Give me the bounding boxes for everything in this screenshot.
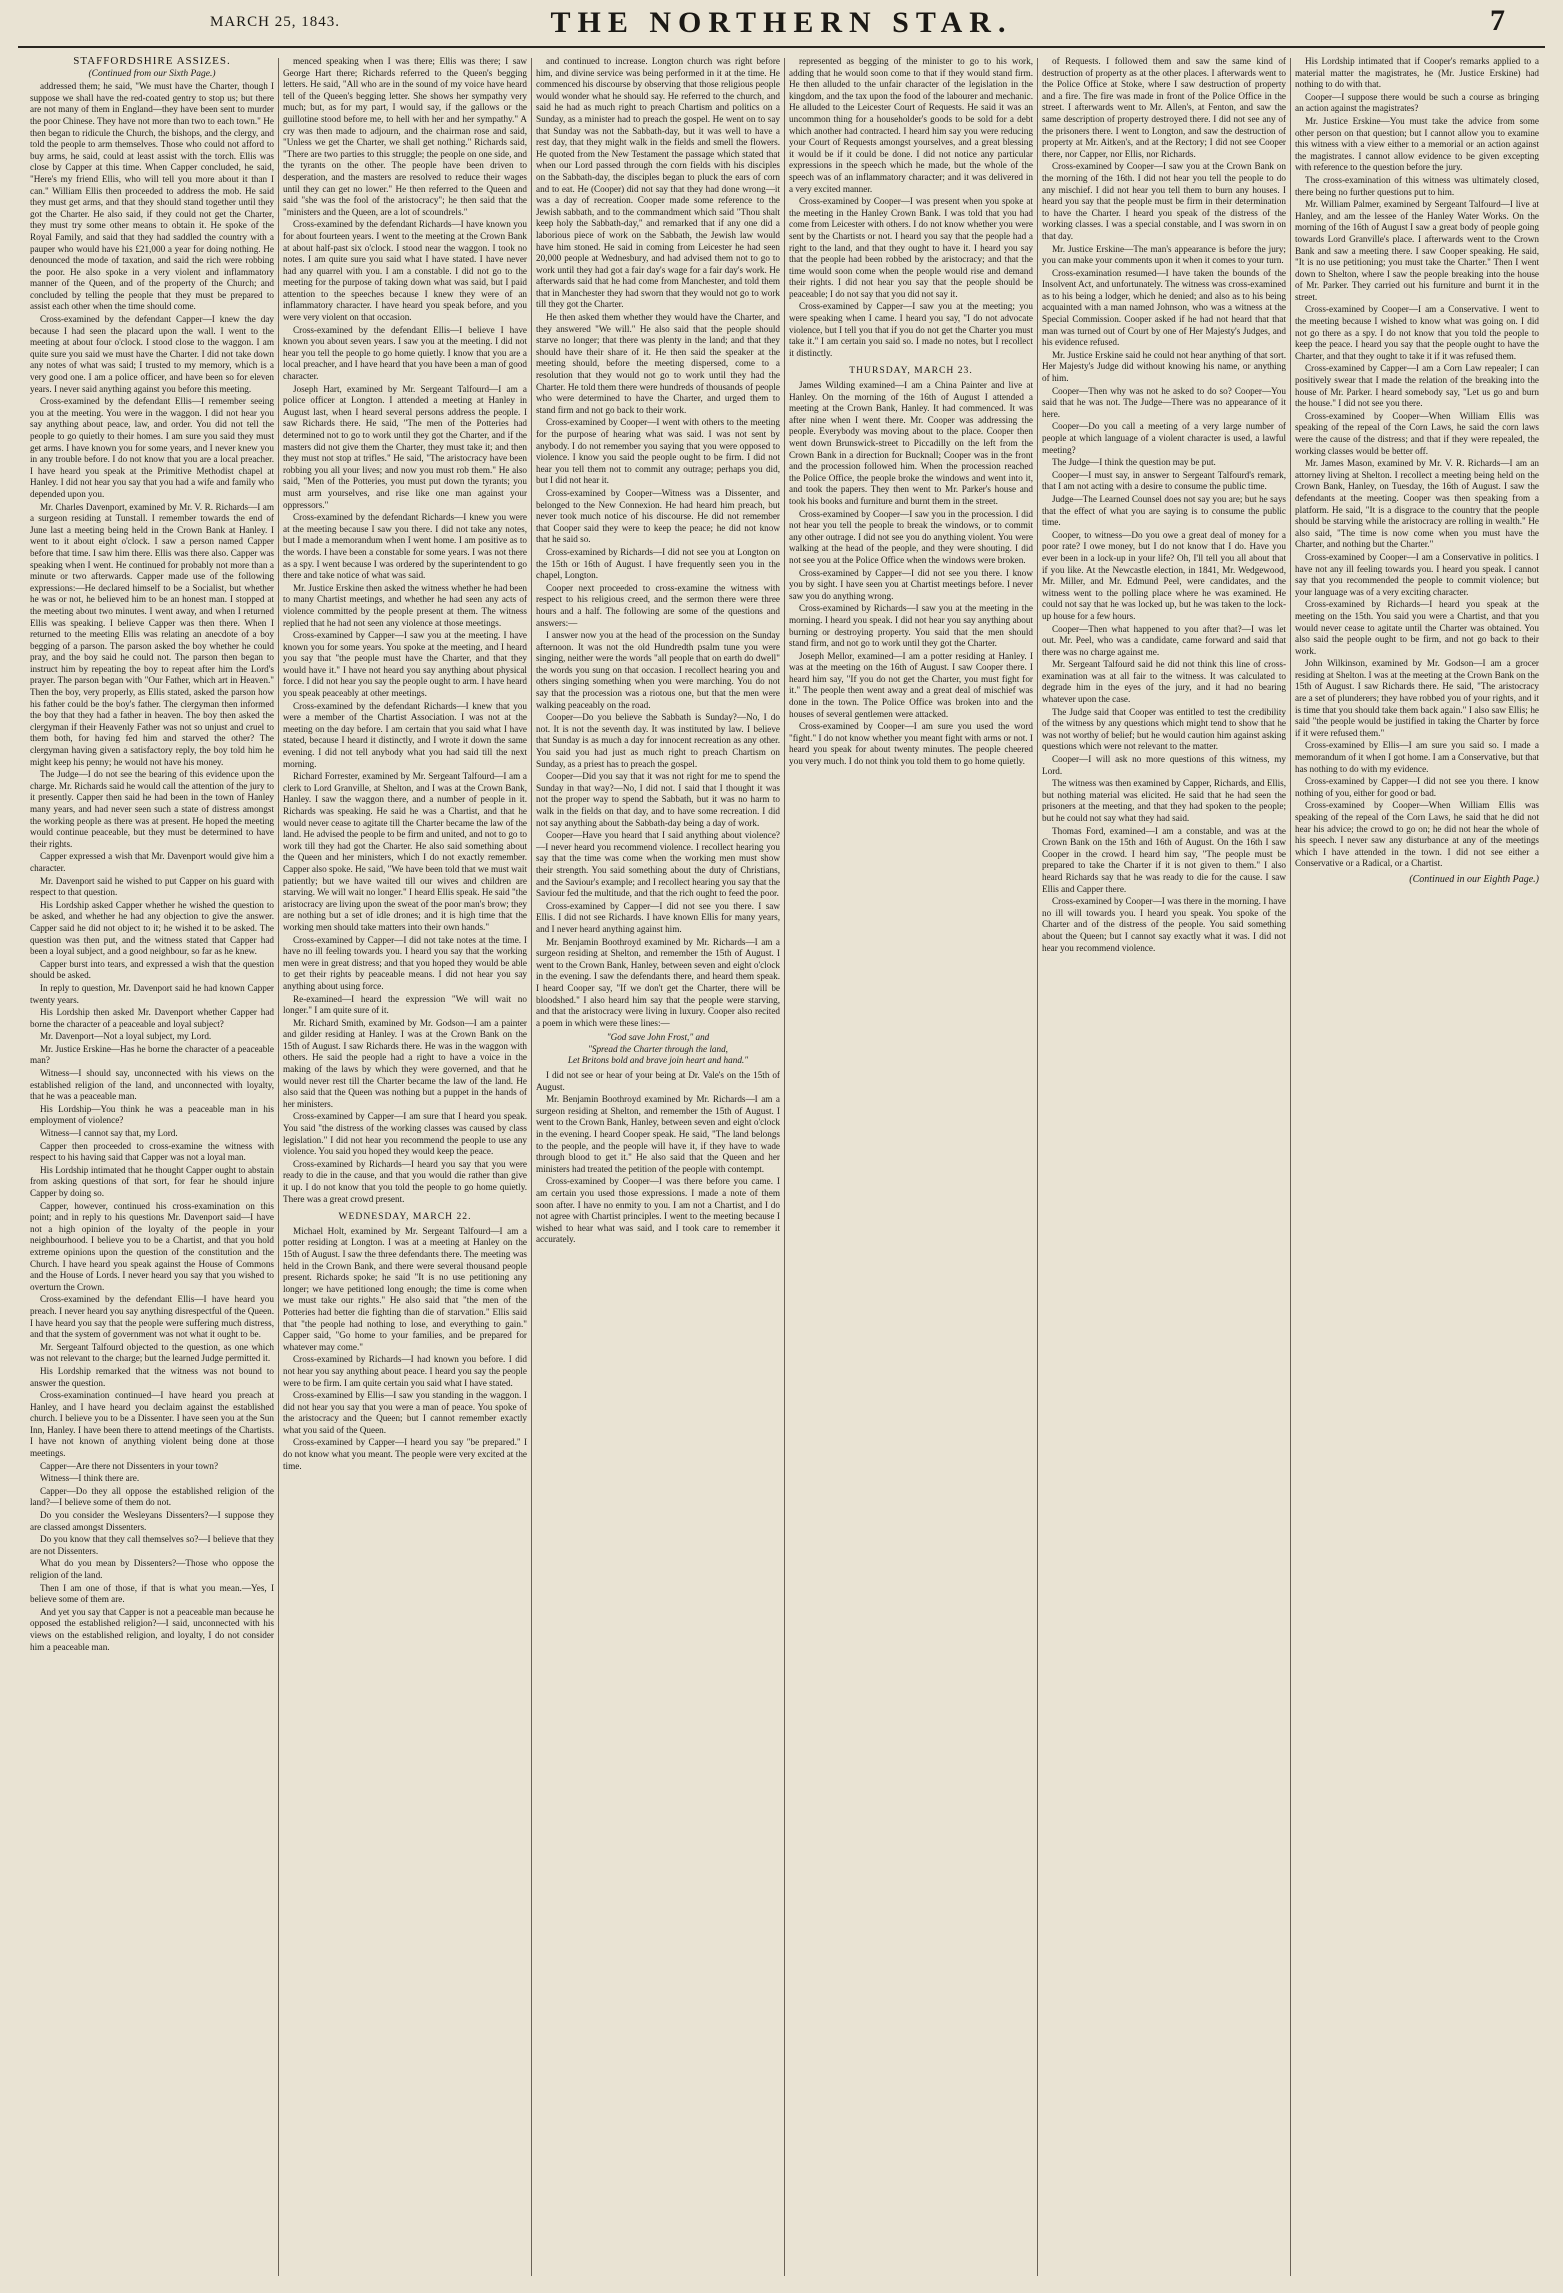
paragraph: addressed them; he said, "We must have the Charter, though I suppose we shall have the red-coated gentry to stop us; but there are not many of them in England—they have been sent to murder the poor Chinese. They have not more than two to each town." He then began to ridicule the Church, the bishops, and the clergy, and told the people to arm themselves. Those who could not afford to buy arms, he said, could at least assist with the torch. Ellis was close by Capper at this time. When Capper concluded, he said, "Here's my friend Ellis, who will tell you more about it than I can." William Ellis then proceeded to address the mob. He said they must get arms, and that they should stand together until they got the Charter. He also said, if they could not get the Charter, they must try some other means to obtain it. He spoke of the Royal Family, and said that they had saddled the country with a pauper who would have his £21,000 a year for doing nothing. He denounced the mode of taxation, and said the rich were robbing the poor. He also spoke in a very violent and inflammatory manner of the Queen, and of the property of the Church; and concluded by telling the people that they must be prepared to assist each other when the time should come. <box>30 81 274 312</box>
paragraph: In reply to question, Mr. Davenport said he had known Capper twenty years. <box>30 982 274 1005</box>
paragraph: Cross-examined by Richards—I saw you at the meeting in the morning. I heard you speak. I did not hear you say anything about burning or destroying property. You said that the men should stand firm, and not go to work until they got the Charter. <box>789 603 1033 649</box>
paragraph: Michael Holt, examined by Mr. Sergeant Talfourd—I am a potter residing at Longton. I was at a meeting at Hanley on the 15th of August. I saw the three defendants there. The meeting was held in the Crown Bank, and there were several thousand people present. Richards spoke; he said "It is no use petitioning any longer; we have petitioned long enough; the time is come when we must take our rights." He also said that "the men of the Potteries had better die fighting than die of starvation." Ellis said that "the people had nothing to lose, and everything to gain." Capper said, "Go home to your families, and be prepared for whatever may come." <box>283 1225 527 1352</box>
paragraph: Joseph Hart, examined by Mr. Sergeant Talfourd—I am a police officer at Longton. I attended a meeting at Hanley in August last, when I heard several persons address the people. I saw Richards there. He said, "The men of the Potteries had determined not to go to work until they got the Charter, and if the masters did not give them the Charter, they must take it; and then they must not stop at trifles." He said, "The aristocracy have been robbing you all your lives; and now you must rob them." He also said, "Men of the Potteries, you must put down the tyrants; you must arm yourselves, and rise like one man against your oppressors." <box>283 383 527 510</box>
continued-note: (Continued in our Eighth Page.) <box>1409 873 1539 885</box>
paragraph: Cooper—Have you heard that I said anything about violence?—I never heard you recommend violence. I recollect hearing you say that the time was come when the working men must show their strength. You said something about the duty of Christians, and the Saviour's example; and I recollect hearing you say that the Saviour fed the multitude, and that the rich ought to feed the poor. <box>536 830 780 899</box>
paragraph: Mr. Benjamin Boothroyd examined by Mr. Richards—I am a surgeon residing at Shelton, and remember the 15th of August. I went to the Crown Bank, Hanley, between seven and eight o'clock in the evening. I saw the defendants there, and heard them speak. I heard Cooper say, "If we don't get the Charter, there will be bloodshed." I also heard him say that the people were starving, and that the aristocracy were living in luxury. Cooper also recited a poem in which were these lines:— <box>536 936 780 1028</box>
paragraph: Cross-examined by Capper—I saw you at the meeting; you were speaking when I came. I heard you say, "I do not advocate violence, but I tell you that if you do not get the Charter you must take it." I am certain you said so. I made no notes, but I recollect it distinctly. <box>789 301 1033 358</box>
paragraph: James Wilding examined—I am a China Painter and live at Hanley. On the morning of the 16th of August I attended a meeting at the Crown Bank, Hanley. It had commenced. It was after nine when I went there. Mr. Cooper was addressing the people. Everybody was moving about to the place. Cooper then went down Brunswick-street to Piccadilly on the left from the Crown Bank in a direction for Bucknall; Cooper was in the front and the procession followed him. When the procession reached the Police Office, the people broke the windows and went into it, and took the papers. They then went to Mr. Parker's house and took his books and furniture and burnt them in the street. <box>789 380 1033 506</box>
paragraph: Cross-examined by Capper—I saw you at the meeting. I have known you for some years. You spoke at the meeting, and I heard you say that "the people must have the Charter, and that they would have it." I have not heard you say anything about physical force. I did not hear you say the people ought to arm. I have heard you speak peaceably at other meetings. <box>283 630 527 699</box>
paragraph: Capper—Do they all oppose the established religion of the land?—I believe some of them do not. <box>30 1485 274 1508</box>
paragraph: Capper then proceeded to cross-examine the witness with respect to his having said that Capper was not a loyal man. <box>30 1140 274 1163</box>
paragraph: Cross-examined by Cooper—I went with others to the meeting for the purpose of hearing what was said. I was not sent by anybody. I do not remember you saying that you were opposed to violence. I know you said the people ought to be firm. I did not hear you tell them not to commit any outrage; perhaps you did, but I did not hear it. <box>536 417 780 486</box>
masthead-rule <box>18 46 1545 48</box>
paragraph: menced speaking when I was there; Ellis was there; I saw George Hart there; Richards referred to the Queen's begging letters. He said, "All who are in the sound of my voice have heard tell of the Queen's begging letter. She shows her sympathy very much; but, as for my part, I would say, if the gallows or the guillotine stood before me, to hell with her and her sympathy." A cry was then made to adjourn, and the chairman rose and said, "Unless we get the Charter, we shall get nothing." Richards said, "There are two parties to this struggle; the people on one side, and the tyrants on the other. The people have been driven to desperation, and the masters are resolved to reduce their wages until they can get no lower." He then referred to the Queen and said "she was the fool of the aristocracy"; he then said that the "ministers and the Queen, are a lot of scoundrels." <box>283 56 527 217</box>
paragraph: Thomas Ford, examined—I am a constable, and was at the Crown Bank on the 15th and 16th of August. On the 16th I saw Cooper in the crowd. I heard him say, "The people must be prepared to take the Charter if it is not given to them." I also heard Richards say that he was ready to die for the cause. I saw Ellis and Capper there. <box>1042 825 1286 894</box>
paragraph: And yet you say that Capper is not a peaceable man because he opposed the established religion?—I said, unconnected with his views on the established religion, and loyalty, I do not consider him a peaceable man. <box>30 1606 274 1652</box>
paragraph: Re-examined—I heard the expression "We will wait no longer." I am quite sure of it. <box>283 993 527 1016</box>
column-4 <box>789 56 1033 2281</box>
paragraph: and continued to increase. Longton church was right before him, and divine service was being performed in it at the time. He commenced his discourse by observing that those religious people would wonder what he should say. He referred to the church, and said he had as much right to preach Chartism and politics on a Sunday, as a minister had to preach the gospel. He went on to say that Sunday was not the Sabbath-day, but it was well to have a rest day, that they might walk in the fields and smell the flowers. He quoted from the New Testament the passage which stated that when our Lord passed through the corn fields with his disciples on the Sabbath-day, the disciples began to pluck the ears of corn and to eat. He (Cooper) did not say that they had done wrong—it was a day of recreation. Cooper made some reference to the Jewish sabbath, and to the commandment which said "Thou shalt keep holy the Sabbath-day," and remarked that if any one did a laborious piece of work on the Sabbath, the Jewish law would have him stoned. He said in coming from Leicester he had seen 20,000 people at Wednesbury, and had advised them not to go to work until they had got a fair day's wage for a fair day's work. He afterwards said that he had come from Manchester, and told them that in Manchester they had sworn that they would not go to work till they got the Charter. <box>536 56 780 310</box>
paragraph: Cross-examined by Cooper—I am a Conservative in politics. I have not any ill feeling towards you. I heard you speak. I cannot say that you recommended the people to commit violence; but your language was of a very exciting character. <box>1295 551 1539 597</box>
section-heading: THURSDAY, MARCH 23. <box>849 365 973 377</box>
page-number: 7 <box>1490 4 1505 37</box>
column-divider <box>1290 58 1291 2276</box>
masthead-date: MARCH 25, 1843. <box>210 14 341 30</box>
paragraph: Witness—I cannot say that, my Lord. <box>40 1128 178 1139</box>
verse-quote: "God save John Frost," and "Spread the Charter through the land, Let Britons bold and brave join heart and hand." <box>567 1032 749 1066</box>
paragraph: His Lordship intimated that if Cooper's remarks applied to a material matter the magistrates, he (Mr. Justice Erskine) had nothing to do with that. <box>1295 56 1539 90</box>
paragraph: Cross-examined by Cooper—I saw you at the Crown Bank on the morning of the 16th. I did not hear you tell the people to do any mischief. I did not hear you tell them to burn any houses. I heard you say that the people must be firm in their determination to have the Charter. I heard you speak of the distress of the working classes. I was a special constable, and I was sworn in on that day. <box>1042 161 1286 241</box>
paragraph: Witness—I should say, unconnected with his views on the established religion of the land, and unconnected with loyalty, that he was a peaceable man. <box>30 1068 274 1102</box>
paragraph: Cross-examined by Cooper—I am sure you used the word "fight." I do not know whether you meant fight with arms or not. I heard you speak for about twenty minutes. The people cheered you very much. I do not think you told them to go home quietly. <box>789 721 1033 767</box>
masthead <box>0 0 1563 52</box>
column-divider <box>784 58 785 2276</box>
paragraph: Richard Forrester, examined by Mr. Sergeant Talfourd—I am a clerk to Lord Granville, at Shelton, and I was at the Crown Bank, Hanley. I saw the waggon there, and a number of people in it. Richards was speaking. He said he was a Chartist, and that he would never cease to agitate till the Charter became the law of the land. He advised the people to be firm and united, and not to go to work till they had got the Charter. He also said something about the Queen and her ministers, which I do not exactly remember. Capper also spoke. He said, "We have been told that we must wait patiently; but we have waited till our wives and children are starving. We will wait no longer." I heard Ellis speak. He said "the aristocracy are living upon the sweat of the poor man's brow; they are nothing but a set of idle drones; and it is high time that the working men should take matters into their own hands." <box>283 771 527 932</box>
paragraph: Mr. Davenport—Not a loyal subject, my Lord. <box>40 1031 212 1042</box>
paragraph: Cross-examined by Richards—I had known you before. I did not hear you say anything about peace. I heard you say the people were to be firm. I am quite certain you said what I have stated. <box>283 1354 527 1388</box>
paragraph: Cross-examined by Ellis—I am sure you said so. I made a memorandum of it when I got home. I am a Conservative, but that has nothing to do with my evidence. <box>1295 740 1539 774</box>
paragraph: Cross-examined by the defendant Capper—I knew the day because I had seen the placard upon the wall. I went to the meeting at about four o'clock. I stood close to the waggon. I am quite sure you said we must have the Charter. I did not take down any notes of what was said; I trusted to my memory, which is a very good one. I am a police officer, and have been so for eleven years. I never said anything against you before this meeting. <box>30 314 274 394</box>
paragraph: Capper expressed a wish that Mr. Davenport would give him a character. <box>30 851 274 873</box>
paragraph: Cross-examined by Capper—I heard you say "be prepared." I do not know what you meant. The people were very excited at the time. <box>283 1437 527 1471</box>
paragraph: Cooper, to witness—Do you owe a great deal of money for a poor rate? I owe money, but I do not know that I do. Have you ever been in a lock-up in your life? Oh, I'll tell you all about that if you like. At the Newcastle election, in 1841, Mr. Wedgewood, Mr. Miller, and Mr. Edmund Peel, were candidates, and the witness went to the polling place where he was examined. He could not say that he was locked up, but he was taken to the lock-up house for a few hours. <box>1042 529 1286 621</box>
paragraph: Cooper—Then why was not he asked to do so? Cooper—You said that he was not. The Judge—There was no appearance of it here. <box>1042 385 1286 419</box>
column-6 <box>1295 56 1539 2281</box>
paragraph: Do you consider the Wesleyans Dissenters?—I suppose they are classed amongst Dissenters. <box>30 1510 274 1532</box>
column-1 <box>30 56 274 2281</box>
paragraph: represented as begging of the minister to go to his work, adding that he would soon come to that if they would stand firm. He then alluded to the unfair character of the legislation in the kingdom, and the tax upon the food of the labourer and mechanic. He alluded to the Leicester Court of Requests. He said it was an uncommon thing for a householder's goods to be sold for a debt which another had contracted. I heard him say you were reducing your Court of Requests amongst yourselves, and a great blessing it would be if it could be done. I did not notice any particular expressions in the speech which he made, but the whole of the speech was of an inflammatory character; and it was delivered in a very excited manner. <box>789 56 1033 194</box>
paragraph: Cross-examined by Cooper—I was present when you spoke at the meeting in the Hanley Crown Bank. I was told that you had come from Leicester with others. I do not know whether you were sent by the Chartists or not. I heard you say that the people had a right to the land, and that they ought to have it. I heard you say that the people had been robbed by the aristocracy; and that the time would soon come when the people would rise and demand their rights. I did not hear you say that the people should be peaceable; I do not say that you did not say it. <box>789 196 1033 299</box>
paragraph: Cooper—I suppose there would be such a course as bringing an action against the magistrates? <box>1295 91 1539 114</box>
column-5 <box>1042 56 1286 2281</box>
paragraph: Capper—Are there not Dissenters in your town? <box>40 1460 219 1471</box>
column-2 <box>283 56 527 2281</box>
paragraph: Mr. Justice Erskine—The man's appearance is before the jury; you can make your comments upon it when it comes to your turn. <box>1042 243 1286 266</box>
paragraph: Cross-examined by Capper—I am sure that I heard you speak. You said "the distress of the working classes was caused by class legislation." I did not hear you recommend the people to use any violence. You said you hoped they would keep the peace. <box>283 1111 527 1157</box>
paragraph: Mr. Davenport said he wished to put Capper on his guard with respect to that question. <box>30 875 274 898</box>
paragraph: Cross-examined by Capper—I did not see you there. I saw Ellis. I did not see Richards. I have known Ellis for many years, and I never heard anything against him. <box>536 900 780 934</box>
paragraph: Cross-examined by Capper—I am a Corn Law repealer; I can positively swear that I made the relation of the breaking into the house of Mr. Parker. I heard somebody say, "Let us go and burn the house." I did not see you there. <box>1295 363 1539 409</box>
column-divider <box>1037 58 1038 2276</box>
paragraph: Witness—I think there are. <box>40 1473 140 1484</box>
paragraph: Cross-examined by Cooper—I was there in the morning. I have no ill will towards you. I heard you speak. You spoke of the Charter and of the distress of the people. You said something about the Queen; but I cannot say exactly what it was. I did not hear you recommend violence. <box>1042 896 1286 953</box>
paragraph: Cross-examined by the defendant Ellis—I remember seeing you at the meeting. You were in the waggon. I did not hear you say anything about peace, law, and order. You did not tell the people to go quietly to their homes. I am sure you said they must get arms. I have known you for some years, and I never knew you in any trouble before. I do not know that you are a local preacher. I have heard you speak at the Primitive Methodist chapel at Hanley. I did not hear you say that you had a wife and family who depended upon you. <box>30 396 274 499</box>
section-heading: WEDNESDAY, MARCH 22. <box>338 1211 472 1223</box>
paragraph: Cooper—Then what happened to you after that?—I was let out. Mr. Peel, who was a candidate, came forward and said that there was no charge against me. <box>1042 623 1286 657</box>
paragraph: Cross-examined by Cooper—Witness was a Dissenter, and belonged to the New Connexion. He had heard him preach, but never took much notice of his discourse. He did not remember that Cooper said they were to keep the peace; he did not know that he said so. <box>536 487 780 545</box>
paragraph: Cooper—Do you believe the Sabbath is Sunday?—No, I do not. It is not the seventh day. It was instituted by law. I believe that Sunday is as much a day for innocent recreation as any other. You said you had just as much right to preach Chartism on Sunday, as a priest has to preach the gospel. <box>536 712 780 769</box>
paragraph: Mr. Sergeant Talfourd objected to the question, as one which was not relevant to the charge; but the learned Judge permitted it. <box>30 1341 274 1364</box>
paragraph: Then I am one of those, if that is what you mean.—Yes, I believe some of them are. <box>30 1582 274 1605</box>
paragraph: His Lordship intimated that he thought Capper ought to abstain from asking questions of that sort, for fear he should injure Capper by doing so. <box>30 1164 274 1198</box>
paragraph: Cross-examined by Cooper—I saw you in the procession. I did not hear you tell the people to break the windows, or to commit any other outrage. I did not see you do anything violent. You were walking at the head of the people, and they were shouting. I did not see you at the Police Office when the windows were broken. <box>789 508 1033 565</box>
paragraph: The witness was then examined by Capper, Richards, and Ellis, but nothing material was elicited. He said that he had seen the prisoners at the meeting, and that they had spoken to the people; but he could not say what they had said. <box>1042 778 1286 823</box>
paragraph: of Requests. I followed them and saw the same kind of destruction of property as at the other places. I afterwards went to the Police Office at Stoke, where I saw destruction of property and a fire. The fire was made in front of the Police Office in the street. I afterwards went to Mr. Allen's, at Fenton, and saw the same description of property destroyed there. I did not see any of the prisoners there. I went to Longton, and saw the destruction of property at Mr. Aitken's, and at the Rectory; I did not see Cooper there, nor Capper, nor Ellis, nor Richards. <box>1042 56 1286 159</box>
paragraph: Cross-examined by Richards—I heard you speak at the meeting on the 15th. You said you were a Chartist, and that you would never cease to agitate until the Charter was obtained. You also said the people ought to be firm, and not go back to their work. <box>1295 599 1539 656</box>
paragraph: Cross-examined by Cooper—When William Ellis was speaking of the repeal of the Corn Laws, he said that he did not hear his advice; the crowd to go on; he did not hear the whole of his speech. I never saw any disturbance at any of the meetings which I have attended in the town. I did not see either a Conservative or a Radical, or a Chartist. <box>1295 800 1539 869</box>
paragraph: Cross-examined by Cooper—I am a Conservative. I went to the meeting because I wished to know what was going on. I did not go there as a spy. I do not know that you told the people to keep the peace. I heard you say that the people ought to have the Charter, and that they ought to take it if it was refused them. <box>1295 304 1539 361</box>
continued-note: (Continued from our Sixth Page.) <box>88 68 216 79</box>
paragraph: Cross-examination continued—I have heard you preach at Hanley, and I have heard you declaim against the established church. I believe you to be a Dissenter. I have seen you at the Sun Inn, Hanley. I have been there to attend meetings of the Chartists. I have not known of anything violent being done at those meetings. <box>30 1390 274 1459</box>
paragraph: The Judge—I do not see the bearing of this evidence upon the charge. Mr. Richards said he would call the attention of the jury to it presently. Capper then said he had been in the town of Hanley many years, and had never seen such a state of distress amongst the working people as there was at present. He hoped the meeting would continue peaceable, but they must be determined to have their rights. <box>30 769 274 849</box>
paragraph: Cooper—Do you call a meeting of a very large number of people at which language of a violent character is used, a lawful meeting? <box>1042 421 1286 455</box>
column-3 <box>536 56 780 2281</box>
paragraph: Mr. Justice Erskine—Has he borne the character of a peaceable man? <box>30 1043 274 1066</box>
paragraph: Cross-examined by the defendant Ellis—I have heard you preach. I never heard you say anything disrespectful of the Queen. I have heard you say that the people were suffering much distress, and that the system of government was not what it ought to be. <box>30 1294 274 1340</box>
paragraph: Cross-examined by Capper—I did not see you there. I know nothing of you, either for good or bad. <box>1295 776 1539 798</box>
paragraph: The cross-examination of this witness was ultimately closed, there being no further questions put to him. <box>1295 174 1539 197</box>
paragraph: His Lordship remarked that the witness was not bound to answer the question. <box>30 1365 274 1388</box>
paragraph: Mr. Justice Erskine then asked the witness whether he had been to many Chartist meetings, and whether he had seen any acts of violence committed by the people present at them. The witness replied that he had not seen any violence at those meetings. <box>283 582 527 628</box>
paragraph: Cross-examined by Ellis—I saw you standing in the waggon. I did not hear you say that you were a man of peace. You spoke of the aristocracy and the Queen; but I cannot remember exactly what you said of the Queen. <box>283 1390 527 1435</box>
paragraph: Cross-examined by Cooper—When William Ellis was speaking of the repeal of the Corn Laws, he said the corn laws were the cause of the distress; and that if they were repealed, the working classes would be better off. <box>1295 410 1539 456</box>
paragraph: Mr. William Palmer, examined by Sergeant Talfourd—I live at Hanley, and am the lessee of the Hanley Water Works. On the morning of the 16th of August I saw a great body of people going towards Lord Granville's place. I afterwards went to the Crown Bank and saw a meeting there. I saw Cooper speaking. He said, "It is no use petitioning; you must take the Charter." Then I went down to Shelton, where I saw the people breaking into the house of Mr. Parker. They carried out his furniture and burnt it in the street. <box>1295 199 1539 302</box>
paragraph: I answer now you at the head of the procession on the Sunday afternoon. It was not the old Hundredth psalm tune you were singing, neither were the words "all people that on earth do dwell" the words you sung on that occasion. I recollect hearing you and others singing something when you were marching. You do not say that the procession was a riotous one, but that the men were walking peaceably on the road. <box>536 630 780 710</box>
paragraph: His Lordship—You think he was a peaceable man in his employment of violence? <box>30 1103 274 1126</box>
paragraph: Mr. Richard Smith, examined by Mr. Godson—I am a painter and gilder residing at Hanley. I was at the Crown Bank on the 15th of August. I saw Richards there. He was in the waggon with others. He said the people had a right to have a voice in the making of the laws by which they were governed, and that he would never rest till the Charter became the law of the land. He also said that the Queen was nothing but a puppet in the hands of her ministers. <box>283 1017 527 1109</box>
paragraph: The Judge said that Cooper was entitled to test the credibility of the witness by any questions which might tend to show that he was not worthy of belief; but he would caution him against asking questions which were not relevant to the matter. <box>1042 706 1286 752</box>
masthead-title: THE NORTHERN STAR. <box>550 6 1013 39</box>
paragraph: The Judge—I think the question may be put. <box>1052 457 1216 468</box>
paragraph: Mr. Justice Erskine said he could not hear anything of that sort. Her Majesty's Judge did without knowing his name, or anything of him. <box>1042 349 1286 384</box>
paragraph: Cross-examined by Capper—I did not take notes at the time. I have no ill feeling towards you. I heard you say that the working men were in great distress; and that you hoped they would be able to get their rights by peaceable means. I did not hear you say anything about using force. <box>283 934 527 991</box>
paragraph: Joseph Mellor, examined—I am a potter residing at Hanley. I was at the meeting on the 16th of August. I saw Cooper there. I heard him say, "If you do not get the Charter, you must fight for it." The people then went away and a great deal of mischief was done in the town. The Police Office was broken into and the houses of several gentlemen were attacked. <box>789 650 1033 719</box>
paragraph: His Lordship asked Capper whether he wished the question to be asked, and whether he had any objection to give the answer. Capper said he did not object to it; he wished it to be asked. The question was then put, and the witness stated that Capper had been a loyal subject, and a good neighbour, so far as he knew. <box>30 899 274 957</box>
paragraph: Cross-examination resumed—I have taken the bounds of the Insolvent Act, and unfortunately. The witness was cross-examined as to his being a lodger, which he denied; and also as to his being acquainted with a man named Johnson, who was a witness at the Special Commission. Cooper asked if he had not heard that that man was turned out of Court by one of Her Majesty's Judges, and his evidence refused. <box>1042 267 1286 348</box>
paragraph: Cross-examined by the defendant Richards—I knew that you were a member of the Chartist Association. I was not at the meeting on the day before. I am certain that you said what I have stated, because I heard it distinctly, and I wrote it down the same evening. I did not tell anybody what you had said till the next morning. <box>283 700 527 769</box>
paragraph: Capper, however, continued his cross-examination on this point; and in reply to his questions Mr. Davenport said—I have not a high opinion of the loyalty of the people in your neighbourhood. I believe you to be a Chartist, and that you hold extreme opinions upon the question of the constitution and the Church. I have heard you speak against the House of Commons and the House of Lords. I never heard you say that you wished to overturn the Crown. <box>30 1200 274 1292</box>
paragraph: What do you mean by Dissenters?—Those who oppose the religion of the land. <box>30 1558 274 1580</box>
paragraph: Mr. Benjamin Boothroyd examined by Mr. Richards—I am a surgeon residing at Shelton, and remember the 15th of August. I went to the Crown Bank, Hanley, between seven and eight o'clock in the evening. I heard Cooper speak. He said, "The land belongs to the people, and the people will have it, if they have to wade through blood to get it." He also said that the Queen and her ministers had treated the petition of the people with contempt. <box>536 1094 780 1174</box>
paragraph: Cross-examined by Richards—I heard you say that you were ready to die in the cause, and that you would die rather than give it up. I do not know that you told the people to go home quietly. There was a great crowd present. <box>283 1158 527 1204</box>
paragraph: Cooper next proceeded to cross-examine the witness with respect to his religious creed, and the sermon there were three hours and a half. The following are some of the questions and answers:— <box>536 582 780 628</box>
paragraph: I did not see or hear of your being at Dr. Vale's on the 15th of August. <box>536 1070 780 1092</box>
paragraph: Mr. Sergeant Talfourd said he did not think this line of cross-examination was at all fair to the witness. It was calculated to degrade him in the eyes of the jury, and it had no bearing whatever upon the case. <box>1042 659 1286 705</box>
paragraph: Cross-examined by the defendant Richards—I have known you for about fourteen years. I went to the meeting at the Crown Bank at about half-past six o'clock. I stood near the waggon. I took no notes. I am quite sure you said what I have stated. I have never had any quarrel with you. I am a constable. I did not go to the meeting for the purpose of taking down what was said, but I paid attention to the speeches because I knew they were of an inflammatory character. I have heard you speak before, and you were very violent on that occasion. <box>283 219 527 323</box>
column-divider <box>278 58 279 2276</box>
paragraph: Mr. Justice Erskine—You must take the advice from some other person on that question; but I cannot allow you to examine this witness with a view either to a memorial or an action against the magistrates. I cannot allow evidence to be given excepting with reference to the question before the jury. <box>1295 115 1539 173</box>
paragraph: Cooper—I will ask no more questions of this witness, my Lord. <box>1042 754 1286 776</box>
paragraph: Judge—The Learned Counsel does not say you are; but he says that the effect of what you are saying is to consume the public time. <box>1042 493 1286 528</box>
paragraph: His Lordship then asked Mr. Davenport whether Capper had borne the character of a peaceable and loyal subject? <box>30 1007 274 1029</box>
paragraph: He then asked them whether they would have the Charter, and they answered "We will." He also said that the people should starve no longer; that there was plenty in the land; and that they should have their share of it. He then said the speaker at the meeting should, before the meeting dispersed, come to a resolution that they would not go to work until they had the Charter. He told them there were hundreds of thousands of people who were determined to have the Charter, and urged them to stand firm and not go back to their work. <box>536 312 780 415</box>
paragraph: Mr. James Mason, examined by Mr. V. R. Richards—I am an attorney living at Shelton. I recollect a meeting being held on the Crown Bank, Hanley, on Tuesday, the 16th of August. I saw the defendants at the meeting. Cooper was then speaking from a platform. He said, "It is a disgrace to the country that the people should be starving while the aristocracy are rolling in wealth." He also said, "The time is now come when you must have the Charter, and nothing but the Charter." <box>1295 458 1539 550</box>
paragraph: Mr. Charles Davenport, examined by Mr. V. R. Richards—I am a surgeon residing at Tunstall. I remember towards the end of June last a meeting being held in the Crown Bank at Hanley. I went to it about eight o'clock. I saw a person named Capper before that time. I saw him there. Ellis was there also. Capper was speaking when I went. He continued for probably not more than a minute or two afterwards. Capper made use of the following expressions:—He declared himself to be a Socialist, but whether he was or not, he believed him to be an honest man. I stopped at the meeting about two minutes. I went away, and when I returned Ellis was speaking. I believe Capper was then there. When I returned to the meeting Ellis was relating an anecdote of a boy begging of a parson. The parson asked the boy whether he could pray, and the boy said he could not. The parson then began to instruct him by repeating the boy to repeat after him the Lord's prayer. The parson began with "Our Father, which art in Heaven." Then the boy, very properly, as Ellis stated, asked the parson how his father could be the boy's father. The clergyman then informed the boy that they had a father in heaven. The boy then asked the clergyman if their Heavenly Father was not so unjust and cruel to them both, for having fed him and starved the other? The clergyman having given a satisfactory reply, the boy told him he might keep his penny; he would not have his money. <box>30 501 274 767</box>
paragraph: Cooper—Did you say that it was not right for me to spend the Sunday in that way?—No, I did not. I said that I thought it was not the proper way to spend the Sabbath, but it was no harm to walk in the fields on that day, and to have some recreation. I did not say anything about the Sabbath-day being a day of work. <box>536 771 780 828</box>
column-divider <box>531 58 532 2276</box>
paragraph: Cross-examined by Cooper—I was there before you came. I am certain you used those expressions. I made a note of them soon after. I have no enmity to you. I am not a Chartist, and I do not agree with Chartist principles. I went to the meeting because I wished to hear what was said, and I took care to remember it accurately. <box>536 1176 780 1245</box>
paragraph: Cross-examined by the defendant Ellis—I believe I have known you about seven years. I saw you at the meeting. I did not hear you tell the people to go home quietly. I know that you are a local preacher, and I have heard that you have been a man of good character. <box>283 324 527 382</box>
paragraph: Cross-examined by Richards—I did not see you at Longton on the 15th or 16th of August. I have frequently seen you in the chapel, Longton. <box>536 546 780 581</box>
paragraph: Do you know that they call themselves so?—I believe that they are not Dissenters. <box>30 1534 274 1556</box>
paragraph: Cross-examined by the defendant Richards—I knew you were at the meeting because I saw you there. I did not take any notes, but I made a memorandum when I went home. I am positive as to the words. I have been a constable for some years. I was not there as a spy. I went because I was ordered by the superintendent to go there and take notice of what was said. <box>283 512 527 581</box>
paragraph: Cooper—I must say, in answer to Sergeant Talfourd's remark, that I am not acting with a desire to consume the public time. <box>1042 469 1286 492</box>
paragraph: John Wilkinson, examined by Mr. Godson—I am a grocer residing at Shelton. I was at the meeting at the Crown Bank on the 15th of August. I saw Richards there. He said, "The aristocracy are a set of plunderers; they have robbed you of your rights, and it is time that you should take them back again." I also saw Ellis; he said "the people would be justified in taking the Charter by force if it were refused them." <box>1295 658 1539 738</box>
paragraph: Cross-examined by Capper—I did not see you there. I know you by sight. I have seen you at Chartist meetings before. I never saw you do anything wrong. <box>789 567 1033 601</box>
article-title: STAFFORDSHIRE ASSIZES. <box>73 56 231 67</box>
paragraph: Capper burst into tears, and expressed a wish that the question should be asked. <box>30 958 274 981</box>
